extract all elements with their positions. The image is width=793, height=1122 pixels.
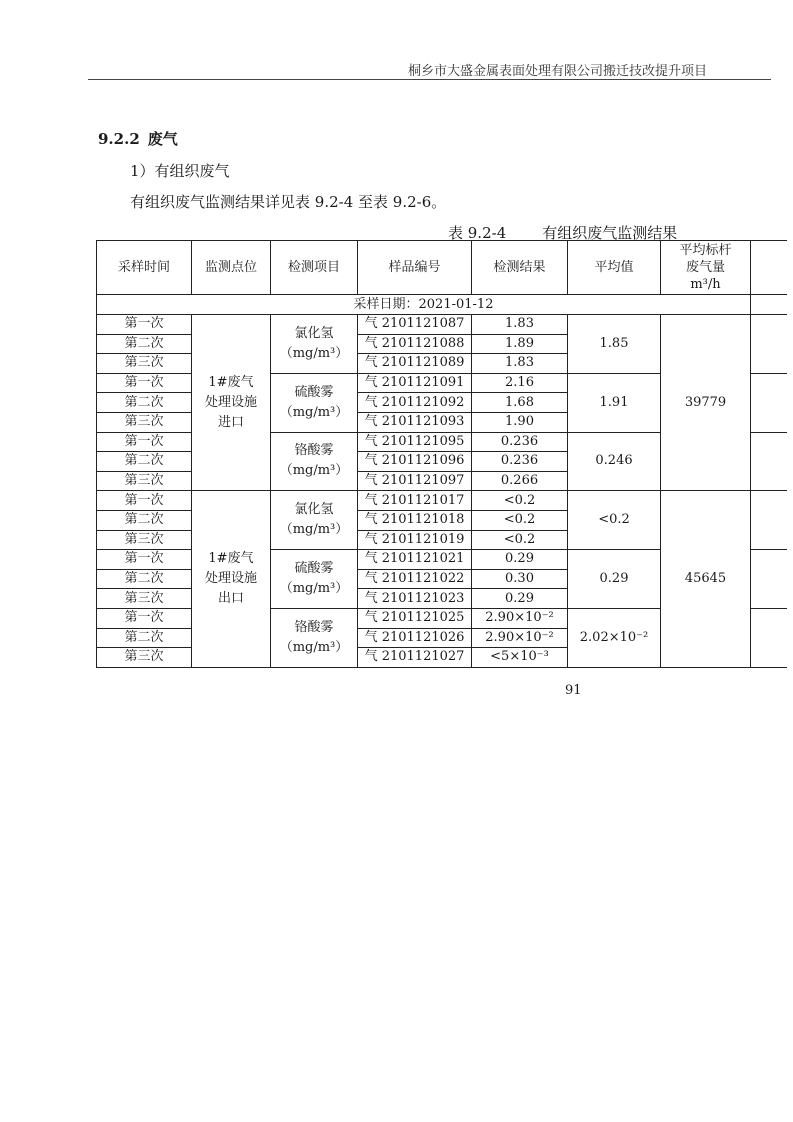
flow-value: 39779 [661,315,751,491]
run-label: 第二次 [97,393,192,413]
test-item-unit: （mg/m³） [279,639,349,655]
sample-id: 气 2101121095 [358,432,472,452]
page-number: 91 [565,683,582,698]
result-value: <0.2 [472,491,568,511]
monitoring-point: 1#废气处理设施进口 [192,315,271,491]
average-value: 0.246 [568,432,661,491]
result-value: 0.29 [472,550,568,570]
run-label: 第一次 [97,373,192,393]
col-header-monitoring-point: 监测点位 [192,241,271,295]
sample-id: 气 2101121027 [358,648,472,668]
run-label: 第二次 [97,452,192,472]
test-item [271,432,358,491]
run-label: 第一次 [97,491,192,511]
sample-id: 气 2101121021 [358,550,472,570]
run-label: 第三次 [97,412,192,432]
test-item-name: 氯化氢 [294,325,334,341]
average-value: 1.85 [568,315,661,374]
run-label: 第二次 [97,334,192,354]
sample-id: 气 2101121093 [358,412,472,432]
extra-cell [751,491,787,550]
test-item [271,491,358,550]
sample-id: 气 2101121092 [358,393,472,413]
run-label: 第一次 [97,550,192,570]
flow-value: 45645 [661,491,751,667]
average-value: 1.91 [568,373,661,432]
sample-id: 气 2101121087 [358,315,472,335]
run-label: 第三次 [97,589,192,609]
result-value: 1.89 [472,334,568,354]
result-value: <5×10⁻³ [472,648,568,668]
section-title: 废气 [147,130,178,148]
sample-id: 气 2101121097 [358,471,472,491]
page-header: 桐乡市大盛金属表面处理有限公司搬迁技改提升项目 [407,64,707,79]
extra-cell [751,608,787,667]
run-label: 第二次 [97,510,192,530]
section-heading [98,128,178,149]
extra-cell [751,550,787,609]
average-value: <0.2 [568,491,661,550]
result-value: 1.68 [472,393,568,413]
result-value: 0.30 [472,569,568,589]
col-header-test-item: 检测项目 [271,241,358,295]
average-value: 2.02×10⁻² [568,608,661,667]
test-item [271,550,358,609]
col-header-flow [661,241,751,295]
result-value: 1.90 [472,412,568,432]
header-rule [88,79,771,80]
result-value: 0.29 [472,589,568,609]
extra-cell [751,315,787,374]
sample-id: 气 2101121019 [358,530,472,550]
sample-id: 气 2101121091 [358,373,472,393]
run-label: 第三次 [97,530,192,550]
col-header-flow-label: 平均标杆废气量 [679,243,732,275]
result-value: 2.16 [472,373,568,393]
test-item [271,373,358,432]
monitoring-point: 1#废气处理设施出口 [192,491,271,667]
sampling-date-row [97,295,787,315]
result-value: 2.90×10⁻² [472,608,568,628]
test-item-unit: （mg/m³） [279,404,349,420]
result-value: <0.2 [472,510,568,530]
test-item [271,608,358,667]
run-label: 第二次 [97,628,192,648]
table-row [97,315,787,335]
run-label: 第一次 [97,432,192,452]
test-item-unit: （mg/m³） [279,522,349,538]
test-item-unit: （mg/m³） [279,345,349,361]
test-item-unit: （mg/m³） [279,463,349,479]
test-item-name: 硫酸雾 [294,384,334,400]
extra-cell [751,295,787,315]
run-label: 第三次 [97,471,192,491]
test-item-name: 氯化氢 [294,502,334,518]
test-item-name: 硫酸雾 [294,561,334,577]
test-item [271,315,358,374]
test-item-unit: （mg/m³） [279,581,349,597]
table-row [97,491,787,511]
col-header-result: 检测结果 [472,241,568,295]
sample-id: 气 2101121018 [358,510,472,530]
result-value: 1.83 [472,354,568,374]
extra-cell [751,432,787,491]
table-number: 表 9.2-4 [448,224,507,242]
sample-id: 气 2101121025 [358,608,472,628]
test-item-name: 铬酸雾 [294,443,334,459]
sample-id: 气 2101121026 [358,628,472,648]
sample-id: 气 2101121096 [358,452,472,472]
run-label: 第二次 [97,569,192,589]
item-heading: 1）有组织废气 [130,162,230,180]
col-header-sample-id: 样品编号 [358,241,472,295]
sample-id: 气 2101121023 [358,589,472,609]
result-value: 1.83 [472,315,568,335]
sample-id: 气 2101121089 [358,354,472,374]
col-header-average: 平均值 [568,241,661,295]
monitoring-results-table [96,240,787,668]
col-header-flow-unit: m³/h [690,277,721,292]
sample-id: 气 2101121022 [358,569,472,589]
average-value: 0.29 [568,550,661,609]
body-paragraph: 有组织废气监测结果详见表 9.2-4 至表 9.2-6。 [130,193,447,211]
table-header-row [97,241,787,295]
result-value: <0.2 [472,530,568,550]
sample-id: 气 2101121017 [358,491,472,511]
test-item-name: 铬酸雾 [294,619,334,635]
result-value: 0.236 [472,452,568,472]
table-title: 有组织废气监测结果 [542,224,678,242]
result-value: 0.236 [472,432,568,452]
col-header-extra [751,241,787,295]
run-label: 第一次 [97,315,192,335]
run-label: 第一次 [97,608,192,628]
sample-id: 气 2101121088 [358,334,472,354]
result-value: 0.266 [472,471,568,491]
section-number: 9.2.2 [98,130,140,148]
col-header-sampling-time: 采样时间 [97,241,192,295]
run-label: 第三次 [97,354,192,374]
result-value: 2.90×10⁻² [472,628,568,648]
run-label: 第三次 [97,648,192,668]
extra-cell [751,373,787,432]
sampling-date: 采样日期：2021-01-12 [97,295,751,315]
